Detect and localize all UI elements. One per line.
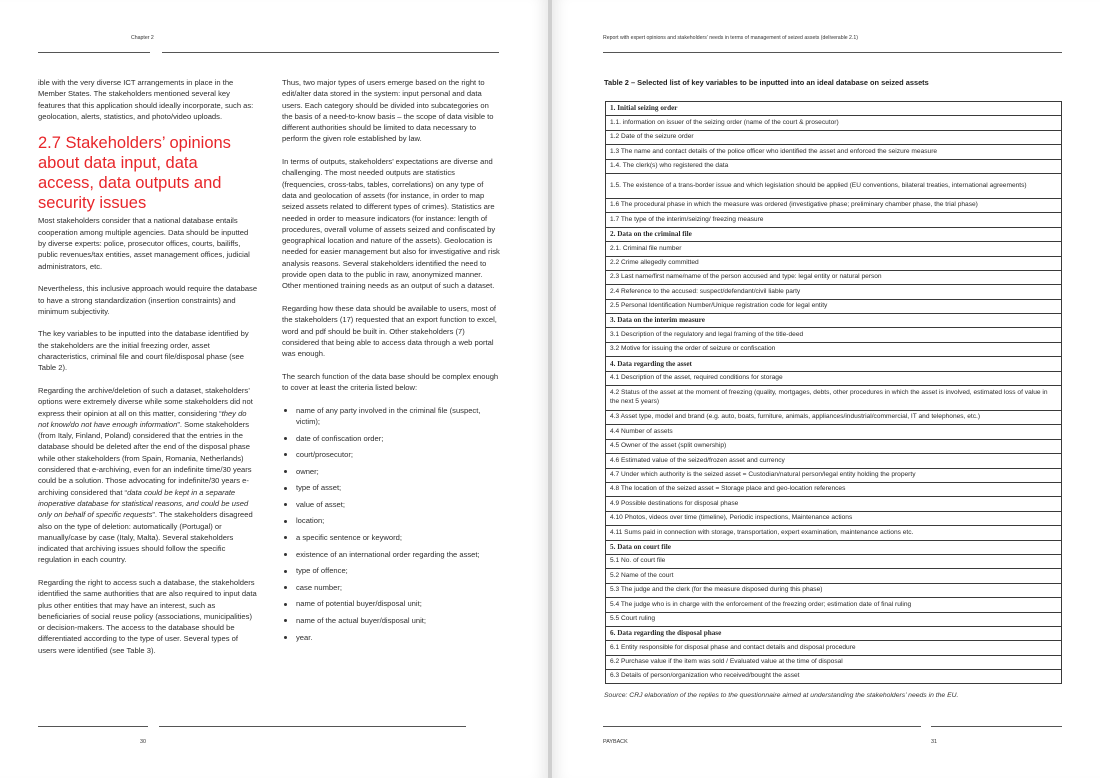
- table-row: [606, 371, 1062, 385]
- table-row: [606, 145, 1062, 159]
- paragraph: The key variables to be inputted into the database identified by the stakeholders are the initial freezing order, asset characteristics, criminal file and court file/disposal phase (see Table 2).: [38, 329, 249, 373]
- criteria-item: court/prosecutor;: [282, 449, 500, 460]
- criteria-item: name of the actual buyer/disposal unit;: [282, 615, 500, 626]
- variable-cell: 2.5 Personal Identification Number/Unique registration code for legal entity: [606, 299, 1062, 313]
- table-row: [606, 285, 1062, 299]
- left-column-2: [282, 77, 500, 648]
- variable-cell: 4.10 Photos, videos over time (timeline), Periodic inspections, Maintenance actions: [606, 511, 1062, 525]
- table-row: [606, 425, 1062, 439]
- paragraph: Thus, two major types of users emerge based on the right to edit/alter data stored in the system: input personal and data users. Each category should be divided into subcategories on the basis of a need-to-know basis – the scope of data visible to different authorities should be limited to data necessary to perform the given role established by law.: [282, 78, 494, 144]
- table-row: [606, 439, 1062, 453]
- section-title-cell: 1. Initial seizing order: [606, 102, 1062, 116]
- section-title-cell: 5. Data on court file: [606, 540, 1062, 554]
- variable-cell: 5.5 Court ruling: [606, 612, 1062, 626]
- variable-cell: 1.3 The name and contact details of the police officer who identified the asset and enforced the seizure measure: [606, 145, 1062, 159]
- variable-cell: 1.5. The existence of a trans-border issue and which legislation should be applied (EU conventions, bilateral treaties, international agreements): [606, 173, 1062, 198]
- page-number: 30: [140, 739, 146, 745]
- paragraph: Nevertheless, this inclusive approach would require the database to have a strong standardization (insertion constraints) and minimum subjectivity.: [38, 284, 258, 316]
- table-row: [606, 598, 1062, 612]
- table-row: [606, 511, 1062, 525]
- table-section-row: [606, 357, 1062, 371]
- text-run: ”. The stakeholders disagreed also on the type of deletion: automatically (Portugal) or manually/case by case (Italy, Malta). Several stakeholders indicated that archiving issues should follow the specific regulation in each country.: [38, 510, 253, 565]
- table-row: [606, 670, 1062, 684]
- variable-cell: 1.2 Date of the seizure order: [606, 130, 1062, 144]
- text-run: Regarding the archive/deletion of such a dataset, stakeholders’ options were extremely diverse while some stakeholders did not express their opinion at all on this matter, considering “: [38, 385, 253, 418]
- criteria-item: case number;: [282, 582, 500, 593]
- running-head-report: Report with expert opinions and stakeholders’ needs in terms of management of seized assets (deliverable 2.1): [603, 35, 858, 41]
- paragraph: Most stakeholders consider that a national database entails cooperation among multiple agencies. Data should be inputted by diverse experts: police, prosecutor offices, courts, bailiffs, public revenues/tax entities, asset management offices, judicial administrators, etc.: [38, 216, 250, 271]
- variable-cell: 1.1. information on issuer of the seizing order (name of the court & prosecutor): [606, 116, 1062, 130]
- paragraph: The search function of the data base should be complex enough to cover at least the criteria listed below:: [282, 371, 499, 393]
- page-number: 31: [931, 739, 937, 745]
- variable-cell: 2.3 Last name/first name/name of the person accused and type: legal entity or natural person: [606, 270, 1062, 284]
- variable-cell: 4.2 Status of the asset at the moment of freezing (quality, mortgages, debts, other procedures in which the asset is involved, estimated loss of value in the next 5 years): [606, 386, 1062, 411]
- quote-italic: they do not know/do not have enough information: [38, 408, 247, 429]
- variable-cell: 2.4 Reference to the accused: suspect/defendant/civil liable party: [606, 285, 1062, 299]
- section-title-cell: 6. Data regarding the disposal phase: [606, 626, 1062, 640]
- criteria-item: existence of an international order regarding the asset;: [282, 549, 500, 560]
- criteria-item: year.: [282, 632, 500, 643]
- table-row: [606, 342, 1062, 356]
- variable-cell: 4.5 Owner of the asset (split ownership): [606, 439, 1062, 453]
- variable-cell: 6.2 Purchase value if the item was sold / Evaluated value at the time of disposal: [606, 655, 1062, 669]
- table-section-row: [606, 626, 1062, 640]
- section-title-cell: 3. Data on the interim measure: [606, 314, 1062, 328]
- paragraph: Regarding the right to access such a database, the stakeholders identified the same authorities that are also required to input data plus other entities that may have an interest, such as beneficiaries of social reuse policy (associations, municipalities) or decision-makers. The access to the database should be differentiated according to the type of user. Several types of users were identified (see Table 3).: [38, 577, 257, 655]
- table-row: [606, 328, 1062, 342]
- table-row: [606, 641, 1062, 655]
- section-heading: 2.7 Stakeholders’ opinions about data input, data access, data outputs and security issues: [38, 134, 231, 213]
- variable-cell: 4.4 Number of assets: [606, 425, 1062, 439]
- table-row: [606, 554, 1062, 568]
- table-caption: Table 2 – Selected list of key variables to be inputted into an ideal database on seized assets: [604, 78, 929, 87]
- variable-cell: 6.1 Entity responsible for disposal phase and contact details and disposal procedure: [606, 641, 1062, 655]
- footer-rule-left: [603, 726, 921, 727]
- footer-rule-left: [38, 726, 148, 727]
- table-row: [606, 198, 1062, 212]
- criteria-item: date of confiscation order;: [282, 433, 500, 444]
- table-section-row: [606, 227, 1062, 241]
- table-row: [606, 116, 1062, 130]
- variable-cell: 5.2 Name of the court: [606, 569, 1062, 583]
- table-section-row: [606, 540, 1062, 554]
- variable-cell: 3.2 Motive for issuing the order of seizure or confiscation: [606, 342, 1062, 356]
- table-row: [606, 213, 1062, 227]
- criteria-item: a specific sentence or keyword;: [282, 532, 500, 543]
- left-column-1: [38, 77, 258, 667]
- variable-cell: 4.6 Estimated value of the seized/frozen asset and currency: [606, 454, 1062, 468]
- table-row: [606, 482, 1062, 496]
- variable-cell: 3.1 Description of the regulatory and legal framing of the title-deed: [606, 328, 1062, 342]
- paragraph: In terms of outputs, stakeholders’ expectations are diverse and challenging. The most needed outputs are statistics (frequencies, cross-tabs, tables, correlations) on any type of data and geolocation of assets (for instance, in order to map seized assets related to different types of crimes). Statistics are needed in order to measure indicators (for instance: length of procedures, overall volume of assets seized and confiscated by geographical location and nature of the assets). Geolocation is needed for easier management but also for investigative and risk analysis reasons. Several stakeholders identified the need to provide open data to the public in raw, anonymized manner. Other mentioned training needs as an output of such a dataset.: [282, 157, 500, 291]
- table-row: [606, 159, 1062, 173]
- variable-cell: 6.3 Details of person/organization who received/bought the asset: [606, 670, 1062, 684]
- source-note: Source: CRJ elaboration of the replies to the questionnaire aimed at understanding the stakeholders’ needs in the EU.: [604, 692, 959, 699]
- variable-cell: 4.11 Sums paid in connection with storage, transportation, expert examination, maintenance actions etc.: [606, 526, 1062, 540]
- criteria-item: type of asset;: [282, 482, 500, 493]
- variable-cell: 1.4. The clerk(s) who registered the data: [606, 159, 1062, 173]
- variable-cell: 5.3 The judge and the clerk (for the measure disposed during this phase): [606, 583, 1062, 597]
- footer-label: PAYBACK: [603, 739, 628, 745]
- table-row: [606, 270, 1062, 284]
- variable-cell: 4.3 Asset type, model and brand (e.g. auto, boats, furniture, animals, appliances/industrial/commercial, IT and telephones, etc.): [606, 411, 1062, 425]
- variable-cell: 1.6 The procedural phase in which the measure was ordered (investigative phase; preliminary chamber phase, the trial phase): [606, 198, 1062, 212]
- table-row: [606, 242, 1062, 256]
- table-section-row: [606, 102, 1062, 116]
- variable-cell: 2.2 Crime allegedly committed: [606, 256, 1062, 270]
- paragraph: Regarding how these data should be available to users, most of the stakeholders (17) requested that an export function to excel, word and pdf should be built in. Other stakeholders (7) considered that being able to access data through a web portal was enough.: [282, 303, 497, 359]
- table-row: [606, 497, 1062, 511]
- table-section-row: [606, 314, 1062, 328]
- criteria-item: name of potential buyer/disposal unit;: [282, 598, 500, 609]
- criteria-item: name of any party involved in the criminal file (suspect, victim);: [282, 405, 500, 428]
- criteria-item: value of asset;: [282, 499, 500, 510]
- variable-cell: 4.8 The location of the seized asset = Storage place and geo-location references: [606, 482, 1062, 496]
- table-row: [606, 468, 1062, 482]
- table-row: [606, 526, 1062, 540]
- quote-italic: data could be kept in a separate inoperative database for statistical reasons, and could be used only on behalf of specific requests: [38, 487, 249, 520]
- criteria-item: type of offence;: [282, 565, 500, 576]
- variable-cell: 1.7 The type of the interim/seizing/ freezing measure: [606, 213, 1062, 227]
- table-row: [606, 386, 1062, 411]
- text-run: ”. Some stakeholders (from Italy, Finland, Poland) considered that the entries in the database should be deleted after the end of the disposal phase while other stakeholders (from Spain, Romania, Netherlands) considered that e-archiving, even for an indefinite time/30 years could be a solution. Those advocating for indefinite/30 years e-archiving considered that “: [38, 419, 252, 497]
- variable-cell: 5.4 The judge who is in charge with the enforcement of the freezing order; estimation date of final ruling: [606, 598, 1062, 612]
- paragraph-archiving: [38, 385, 258, 566]
- header-rule-left: [38, 52, 150, 53]
- table-row: [606, 612, 1062, 626]
- header-rule: [603, 52, 1062, 53]
- table-row: [606, 173, 1062, 198]
- footer-rule-right: [159, 726, 466, 727]
- table-row: [606, 256, 1062, 270]
- table-row: [606, 299, 1062, 313]
- variable-cell: 4.7 Under which authority is the seized asset = Custodian/natural person/legal entity holding the property: [606, 468, 1062, 482]
- criteria-item: location;: [282, 515, 500, 526]
- search-criteria-list: [282, 405, 500, 643]
- table-row: [606, 130, 1062, 144]
- variable-cell: 5.1 No. of court file: [606, 554, 1062, 568]
- variable-cell: 4.9 Possible destinations for disposal phase: [606, 497, 1062, 511]
- section-title-cell: 2. Data on the criminal file: [606, 227, 1062, 241]
- table-row: [606, 411, 1062, 425]
- variable-cell: 2.1. Criminal file number: [606, 242, 1062, 256]
- table-row: [606, 583, 1062, 597]
- paragraph-intro: ible with the very diverse ICT arrangements in place in the Member States. The stakeholders mentioned several key features that this application should ideally incorporate, such as: geolocation, alerts, statistics, and photo/video uploads.: [38, 78, 254, 121]
- header-rule-right: [162, 52, 499, 53]
- criteria-item: owner;: [282, 466, 500, 477]
- key-variables-table: [605, 101, 1062, 684]
- section-title-cell: 4. Data regarding the asset: [606, 357, 1062, 371]
- left-page: [0, 0, 548, 778]
- running-head-chapter: Chapter 2: [131, 35, 154, 41]
- variable-cell: 4.1 Description of the asset, required conditions for storage: [606, 371, 1062, 385]
- footer-rule-right: [931, 726, 1062, 727]
- table-row: [606, 454, 1062, 468]
- table-row: [606, 655, 1062, 669]
- table-row: [606, 569, 1062, 583]
